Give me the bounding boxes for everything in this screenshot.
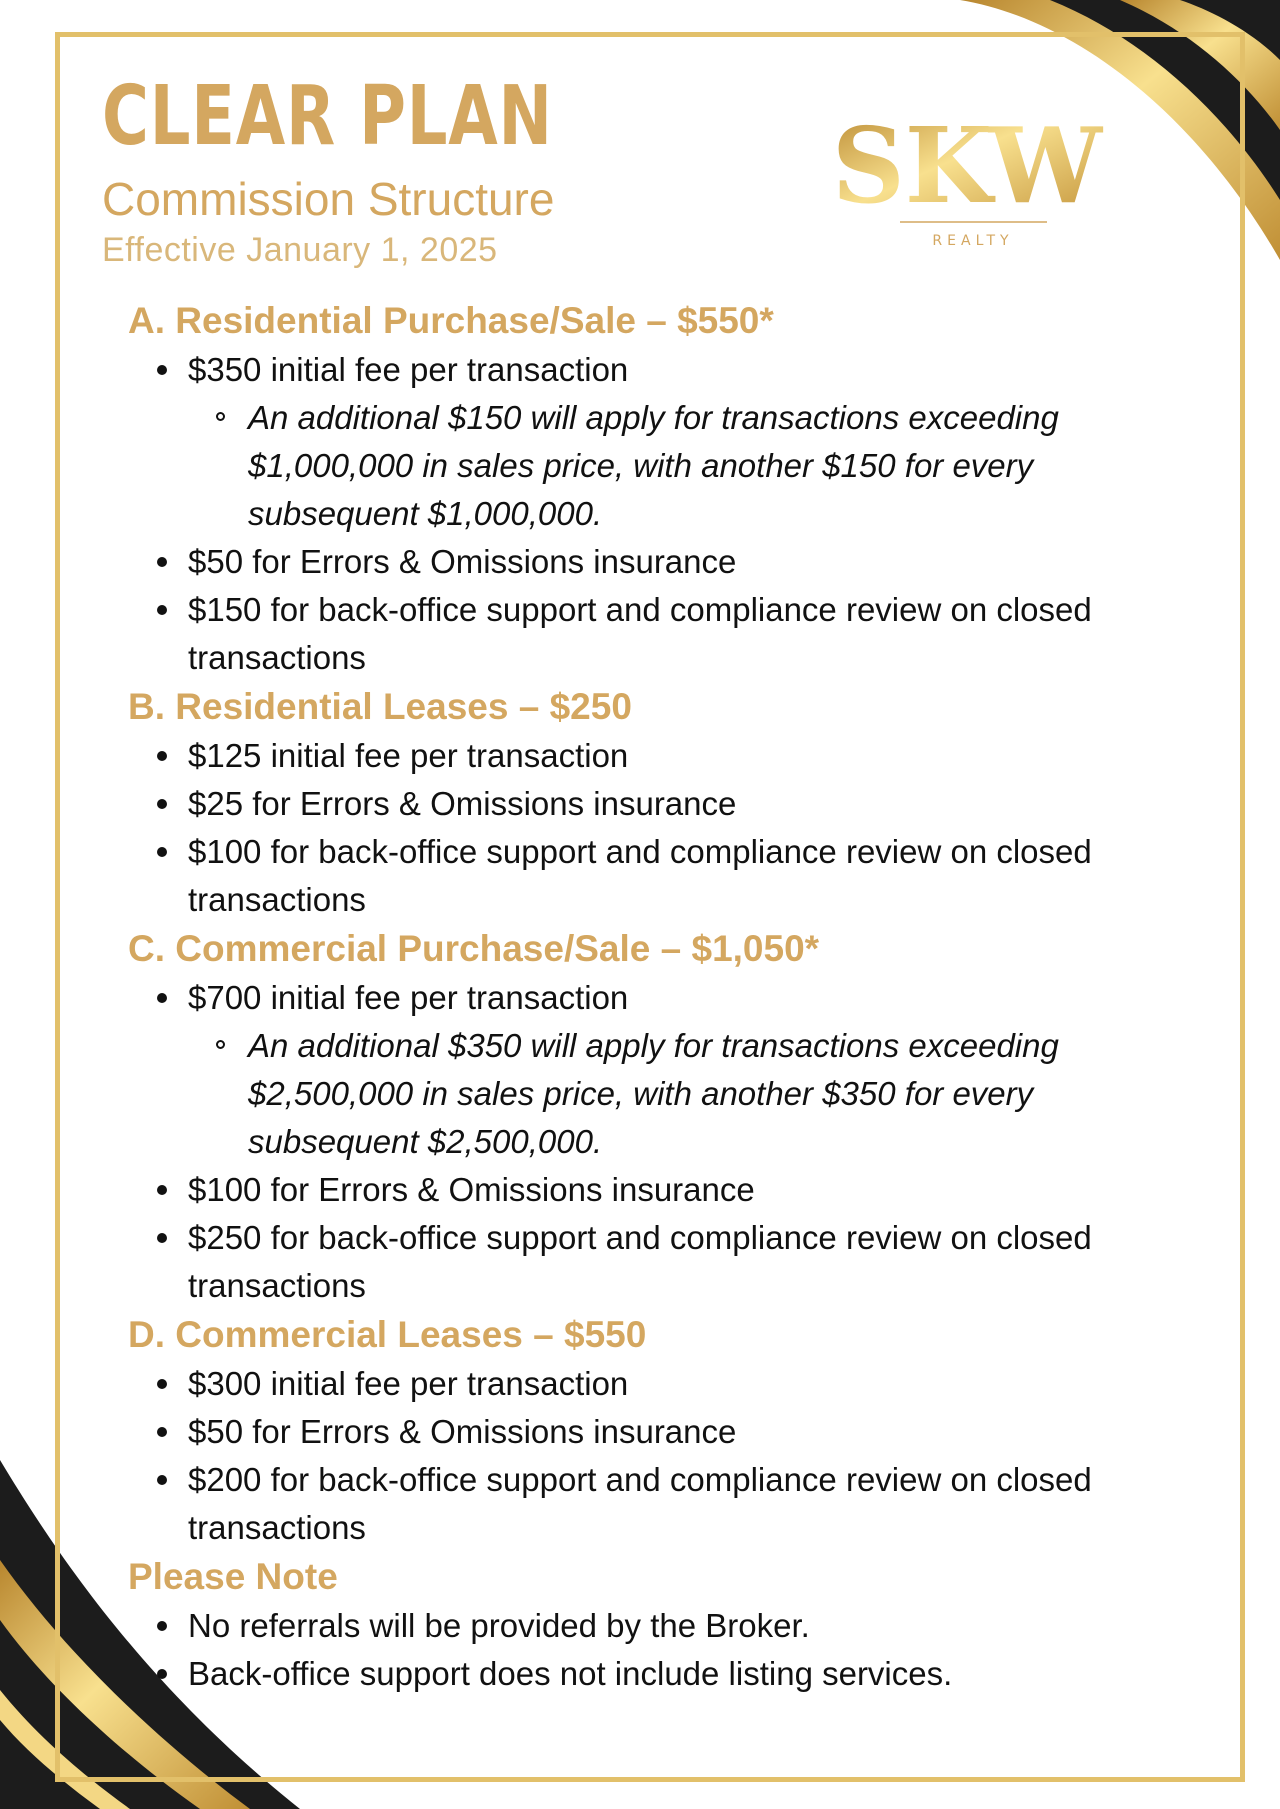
list-item: Back-office support does not include listing services.	[128, 1650, 1188, 1698]
sub-list-item: An additional $350 will apply for transactions exceeding $2,500,000 in sales price, with another $350 for every subsequent $2,500,000.	[188, 1022, 1188, 1166]
list-item: $150 for back-office support and compliance review on closed transactions	[128, 586, 1188, 682]
effective-date: Effective January 1, 2025	[102, 231, 498, 269]
section-heading: Please Note	[128, 1556, 338, 1597]
item-text: $350 initial fee per transaction	[188, 351, 629, 388]
list-item: No referrals will be provided by the Broker.	[128, 1602, 1188, 1650]
list-item	[128, 346, 1188, 538]
section-heading: C. Commercial Purchase/Sale – $1,050*	[128, 928, 820, 969]
page-title: CLEAR PLAN	[102, 69, 553, 164]
section-commercial-leases	[128, 1310, 1188, 1552]
section-heading: A. Residential Purchase/Sale – $550*	[128, 300, 774, 341]
logo-mark: SKW	[832, 104, 1105, 227]
list-item: $100 for Errors & Omissions insurance	[128, 1166, 1188, 1214]
fee-list	[128, 346, 1188, 682]
list-item: $250 for back-office support and compliance review on closed transactions	[128, 1214, 1188, 1310]
list-item: $300 initial fee per transaction	[128, 1360, 1188, 1408]
page-subtitle: Commission Structure	[102, 173, 555, 225]
item-text: $700 initial fee per transaction	[188, 979, 629, 1016]
section-residential-leases	[128, 682, 1188, 924]
fee-list	[128, 732, 1188, 924]
fee-list	[128, 1360, 1188, 1552]
section-residential-purchase-sale	[128, 296, 1188, 682]
section-heading: B. Residential Leases – $250	[128, 686, 632, 727]
commission-content	[128, 296, 1188, 1698]
section-please-note	[128, 1552, 1188, 1698]
list-item	[128, 974, 1188, 1166]
list-item: $100 for back-office support and compliance review on closed transactions	[128, 828, 1188, 924]
list-item: $50 for Errors & Omissions insurance	[128, 1408, 1188, 1456]
sub-list-item: An additional $150 will apply for transactions exceeding $1,000,000 in sales price, with another $150 for every subsequent $1,000,000.	[188, 394, 1188, 538]
section-commercial-purchase-sale	[128, 924, 1188, 1310]
list-item: $200 for back-office support and compliance review on closed transactions	[128, 1456, 1188, 1552]
skw-realty-logo	[832, 104, 1112, 254]
list-item: $50 for Errors & Omissions insurance	[128, 538, 1188, 586]
section-heading: D. Commercial Leases – $550	[128, 1314, 647, 1355]
fee-list	[128, 974, 1188, 1310]
list-item: $125 initial fee per transaction	[128, 732, 1188, 780]
logo-tagline: REALTY	[932, 233, 1014, 249]
note-list	[128, 1602, 1188, 1698]
sub-list	[188, 394, 1188, 538]
sub-list	[188, 1022, 1188, 1166]
list-item: $25 for Errors & Omissions insurance	[128, 780, 1188, 828]
